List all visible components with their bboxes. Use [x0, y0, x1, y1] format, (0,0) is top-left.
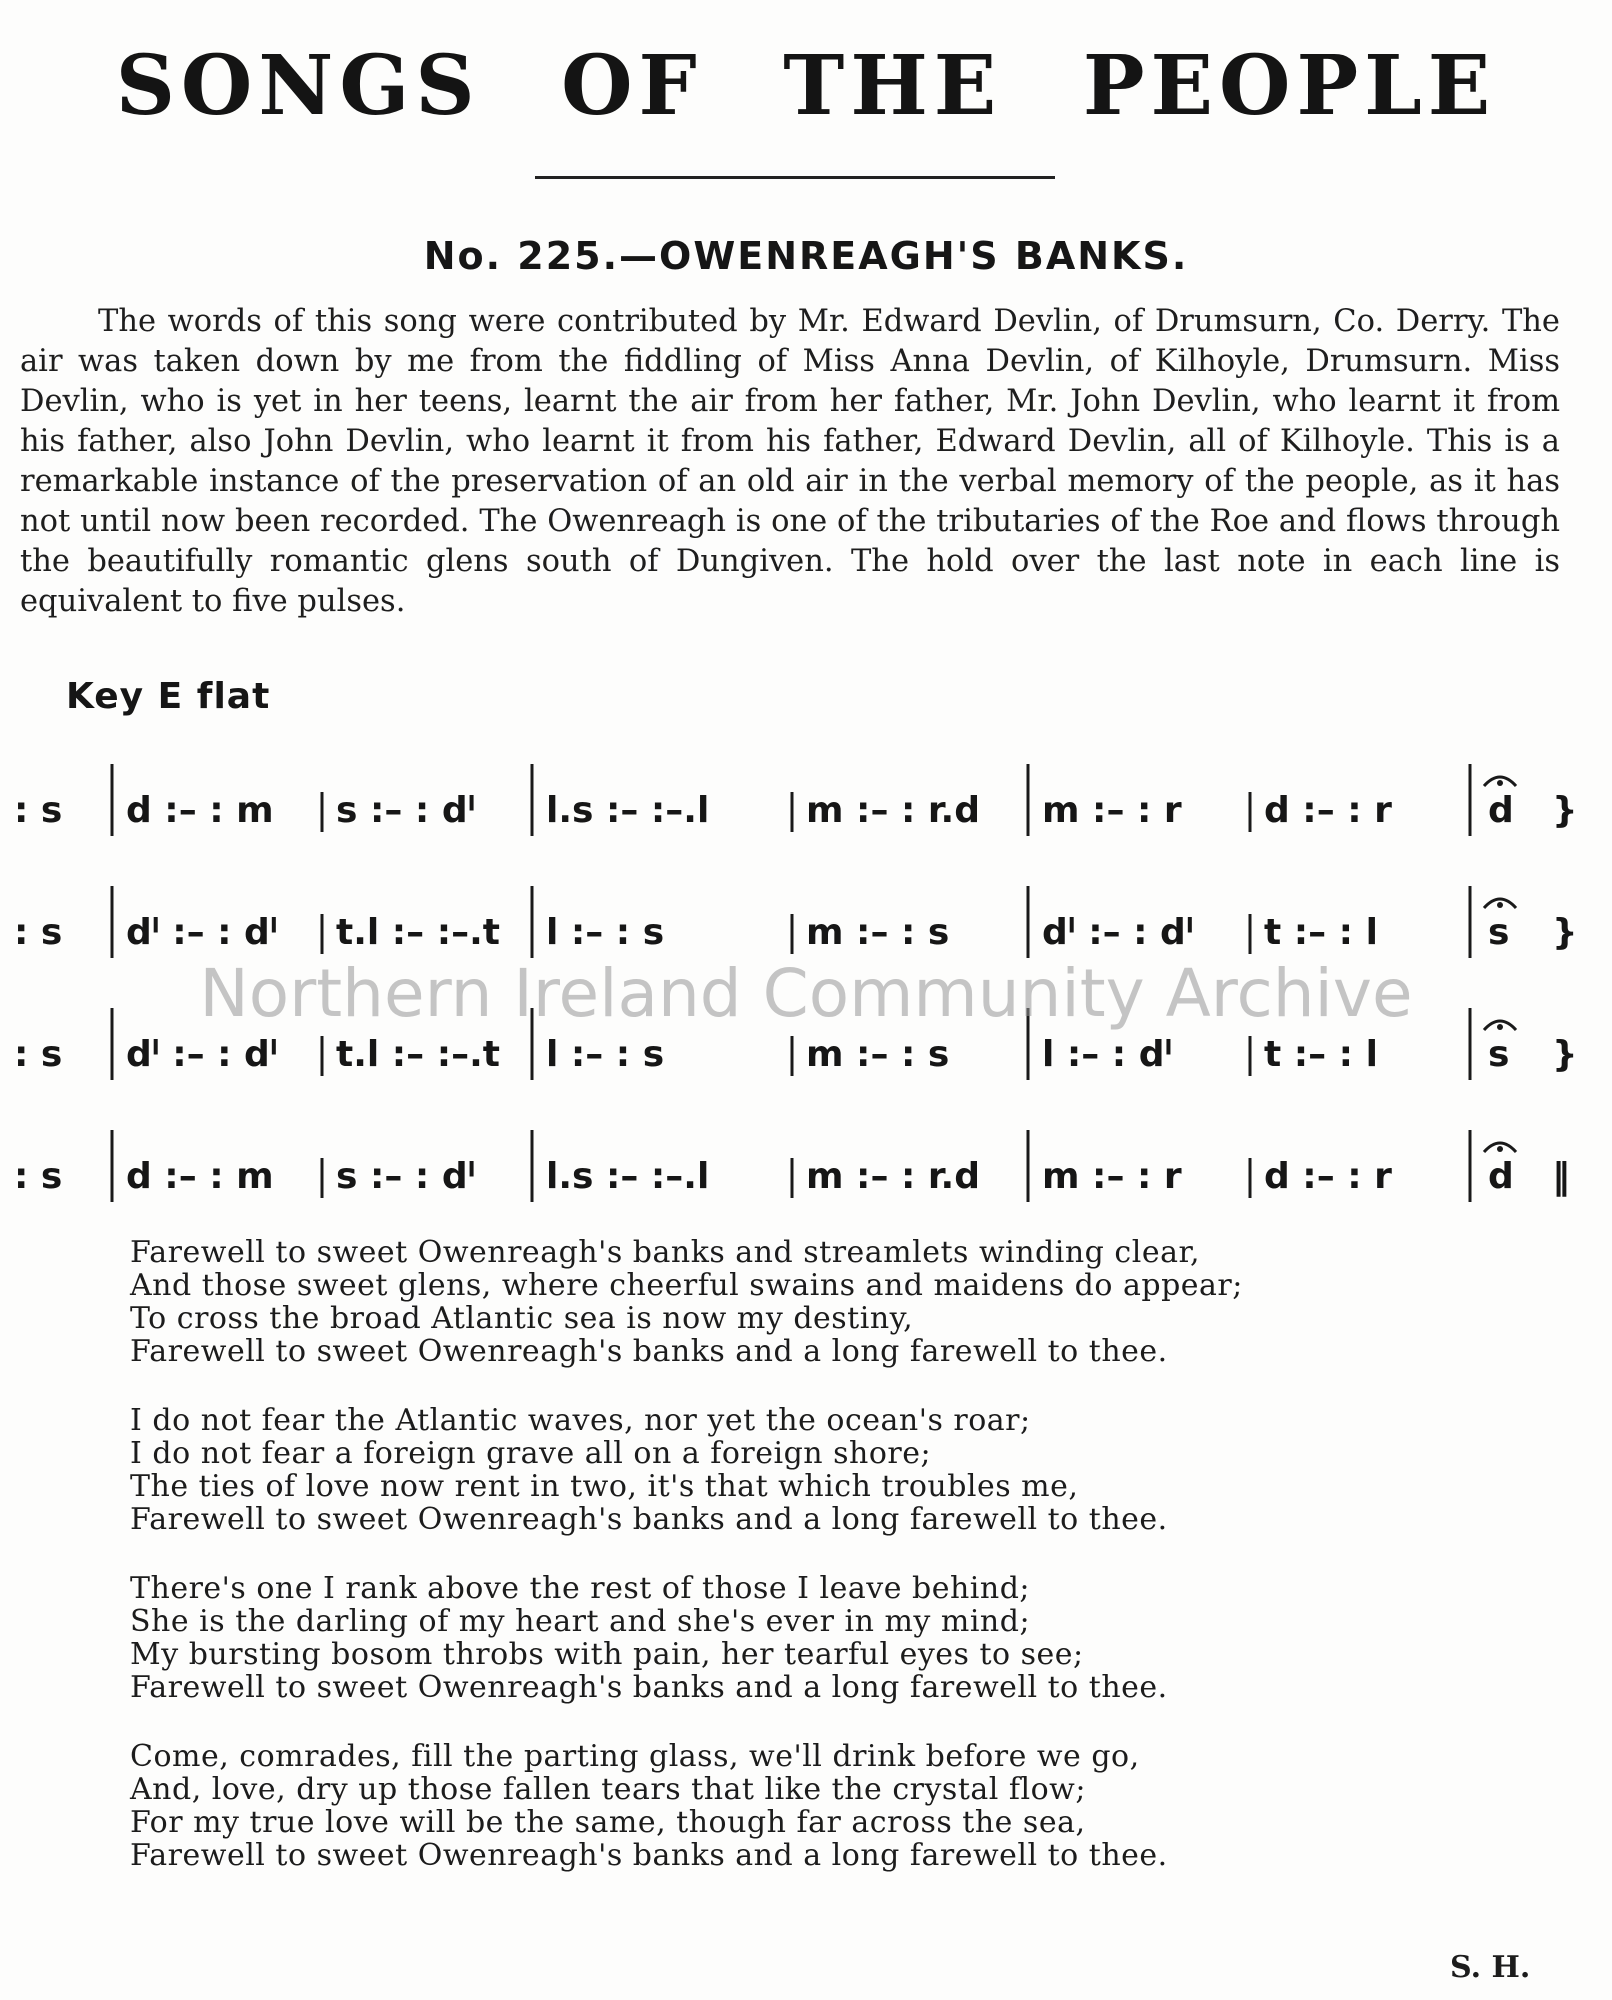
verse-line: Come, comrades, fill the parting glass, we'll drink before we go,: [130, 1739, 1140, 1774]
final-note: d: [1488, 1156, 1514, 1197]
verse: [130, 1404, 1530, 1536]
measure-notes: m :– : r.d: [806, 790, 980, 831]
measure-notes: l.s :– :–.l: [546, 1156, 710, 1197]
fermata-dot-icon: [1497, 902, 1503, 908]
pickup-note: : s: [14, 1156, 63, 1197]
pickup-note: : s: [14, 1034, 63, 1075]
measure-notes: m :– : s: [806, 912, 950, 953]
verse: [130, 1740, 1530, 1872]
measure-notes: l :– : s: [546, 1034, 665, 1075]
measure-notes: l.s :– :–.l: [546, 790, 710, 831]
measure-notes: m :– : r: [1042, 790, 1182, 831]
measure-notes: dˡ :– : dˡ: [126, 912, 278, 953]
divider-rule: [535, 176, 1055, 179]
measure-notes: dˡ :– : dˡ: [126, 1034, 278, 1075]
verse-line: She is the darling of my heart and she's ever in my mind;: [130, 1604, 1031, 1639]
verse-line: Farewell to sweet Owenreagh's banks and streamlets winding clear,: [130, 1235, 1201, 1270]
archive-watermark: Northern Ireland Community Archive: [199, 955, 1413, 1032]
line-end-mark: }: [1552, 790, 1578, 831]
measure-notes: t.l :– :–.t: [336, 1034, 500, 1075]
verse-line: Farewell to sweet Owenreagh's banks and a long farewell to thee.: [130, 1670, 1168, 1705]
measure-notes: d :– : m: [126, 1156, 274, 1197]
tonic-solfa-notation: [0, 750, 1612, 1240]
measure-notes: t.l :– :–.t: [336, 912, 500, 953]
intro-paragraph: The words of this song were contributed by Mr. Edward Devlin, of Drumsurn, Co. Derry. The air was taken down by me from the fiddling of Miss Anna Devlin, of Kilhoyle, Drumsurn. Miss Devlin, who is yet in her teens, learnt the air from her father, Mr. John Devlin, who learnt it from his father, also John Devlin, who learnt it from his father, Edward Devlin, all of Kilhoyle. This is a remarkable instance of the preservation of an old air in the verbal memory of the people, as it has not until now been recorded. The Owenreagh is one of the tributaries of the Roe and flows through the beautifully romantic glens south of Dungiven. The hold over the last note in each line is equivalent to five pulses.: [20, 304, 1560, 619]
final-note: d: [1488, 790, 1514, 831]
line-end-mark: ‖: [1552, 1156, 1570, 1197]
measure-notes: d :– : r: [1264, 790, 1392, 831]
verse-line: My bursting bosom throbs with pain, her tearful eyes to see;: [130, 1637, 1084, 1672]
verse-line: The ties of love now rent in two, it's that which troubles me,: [130, 1469, 1079, 1504]
author-initials: S. H.: [1450, 1950, 1531, 1985]
measure-notes: l :– : s: [546, 912, 665, 953]
key-label: Key E flat: [66, 676, 271, 717]
final-note: s: [1488, 912, 1510, 953]
verse: [130, 1572, 1530, 1704]
measure-notes: s :– : dˡ: [336, 790, 476, 831]
verse-line: I do not fear a foreign grave all on a foreign shore;: [130, 1436, 932, 1471]
fermata-dot-icon: [1497, 1024, 1503, 1030]
measure-notes: m :– : r: [1042, 1156, 1182, 1197]
measure-notes: t :– : l: [1264, 912, 1378, 953]
line-end-mark: }: [1552, 1034, 1578, 1075]
measure-notes: dˡ :– : dˡ: [1042, 912, 1194, 953]
verse-line: Farewell to sweet Owenreagh's banks and a long farewell to thee.: [130, 1334, 1168, 1369]
final-note: s: [1488, 1034, 1510, 1075]
song-title: No. 225.—OWENREAGH'S BANKS.: [423, 234, 1189, 278]
music-staves: [0, 750, 1612, 1240]
fermata-dot-icon: [1497, 1146, 1503, 1152]
pickup-note: : s: [14, 912, 63, 953]
measure-notes: t :– : l: [1264, 1034, 1378, 1075]
line-end-mark: }: [1552, 912, 1578, 953]
verse-line: And, love, dry up those fallen tears that like the crystal flow;: [130, 1772, 1086, 1807]
verse-line: Farewell to sweet Owenreagh's banks and a long farewell to thee.: [130, 1838, 1168, 1873]
verse-line: There's one I rank above the rest of those I leave behind;: [130, 1571, 1031, 1606]
verse-line: To cross the broad Atlantic sea is now my destiny,: [130, 1301, 914, 1336]
verse: [130, 1236, 1530, 1368]
fermata-dot-icon: [1497, 780, 1503, 786]
pickup-note: : s: [14, 790, 63, 831]
measure-notes: d :– : r: [1264, 1156, 1392, 1197]
measure-notes: m :– : s: [806, 1034, 950, 1075]
measure-notes: s :– : dˡ: [336, 1156, 476, 1197]
masthead: SONGS OF THE PEOPLE: [115, 38, 1497, 134]
verse-line: I do not fear the Atlantic waves, nor yet the ocean's roar;: [130, 1403, 1031, 1438]
verse-line: And those sweet glens, where cheerful swains and maidens do appear;: [130, 1268, 1243, 1303]
verse-line: Farewell to sweet Owenreagh's banks and a long farewell to thee.: [130, 1502, 1168, 1537]
measure-notes: m :– : r.d: [806, 1156, 980, 1197]
measure-notes: d :– : m: [126, 790, 274, 831]
song-verses: [130, 1236, 1530, 1908]
measure-notes: l :– : dˡ: [1042, 1034, 1173, 1075]
verse-line: For my true love will be the same, though far across the sea,: [130, 1805, 1086, 1840]
